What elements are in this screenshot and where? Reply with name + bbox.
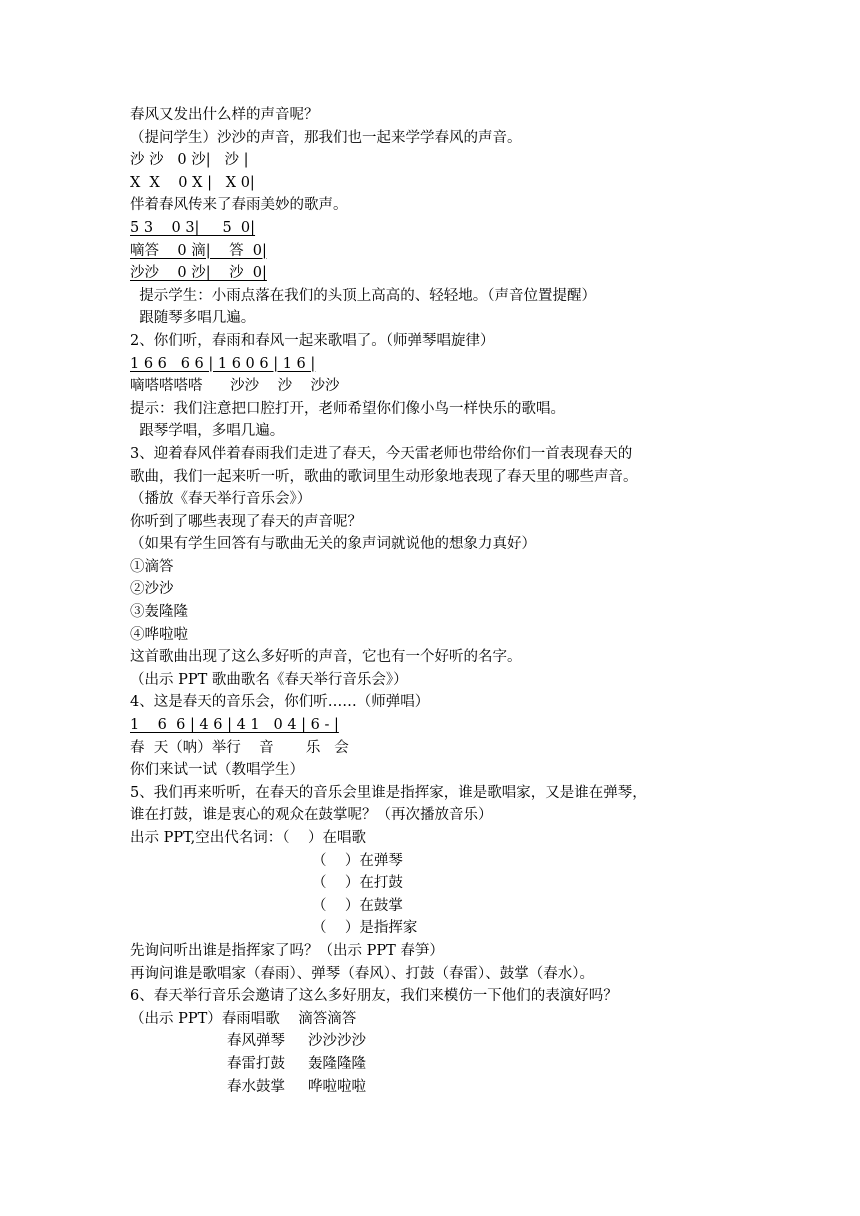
text-line: 提示学生：小雨点落在我们的头顶上高高的、轻轻地。（声音位置提醒） xyxy=(130,287,596,304)
blank-item: （ ）在鼓掌 xyxy=(312,897,403,914)
text-line: （出示 PPT 歌曲歌名《春天举行音乐会》） xyxy=(130,671,408,688)
performance-item: 春水鼓掌 哗啦啦啦 xyxy=(227,1078,367,1095)
list-item: ④哗啦啦 xyxy=(130,626,188,643)
text-line: 跟随琴多唱几遍。 xyxy=(130,310,256,327)
lyrics-line: 嘀嗒嗒嗒嗒 沙沙 沙 沙沙 xyxy=(130,378,340,395)
text-line: 春风又发出什么样的声音呢？ xyxy=(130,107,319,123)
text-line: 跟琴学唱，多唱几遍。 xyxy=(130,423,285,440)
notation-line: 5 3 0 3| 5 0| xyxy=(130,219,256,236)
lyrics-line: 春 天（呐）举行 音 乐 会 xyxy=(130,739,349,756)
performance-item: 春风弹琴 沙沙沙沙 xyxy=(227,1033,367,1050)
text-line: （播放《春天举行音乐会》） xyxy=(130,491,312,508)
text-line: （如果有学生回答有与歌曲无关的象声词就说他的想象力真好） xyxy=(130,536,536,553)
text-line: 3、迎着春风伴着春雨我们走进了春天，今天雷老师也带给你们一首表现春天的 xyxy=(130,445,633,462)
text-line: 再询问谁是歌唱家（春雨）、弹琴（春风）、打鼓（春雷）、鼓掌（春水）。 xyxy=(130,965,594,982)
text-line: 提示：我们注意把口腔打开，老师希望你们像小鸟一样快乐的歌唱。 xyxy=(130,400,565,417)
blank-item: （ ）在打鼓 xyxy=(312,875,403,892)
blank-item: （ ）在弹琴 xyxy=(312,852,403,869)
performance-item: 春雷打鼓 轰隆隆隆 xyxy=(227,1055,367,1072)
text-line: 先询问听出谁是指挥家了吗？（出示 PPT 春笋） xyxy=(130,942,444,959)
text-line: 出示 PPT,空出代名词：（ ）在唱歌 xyxy=(130,830,366,846)
list-item: ①滴答 xyxy=(130,558,174,575)
text-line: 5、我们再来听听，在春天的音乐会里谁是指挥家，谁是歌唱家，又是谁在弹琴， xyxy=(130,784,647,801)
lesson-plan-document xyxy=(130,104,730,1098)
text-line: 你们来试一试（教唱学生） xyxy=(130,762,304,779)
notation-line: 1 6 6 | 4 6 | 4 1 0 4 | 6 - | xyxy=(130,717,339,734)
text-line: 2、你们听，春雨和春风一起来歌唱了。（师弹琴唱旋律） xyxy=(130,332,495,349)
lyrics-line: 沙沙 0 沙| 沙 0| xyxy=(130,265,267,282)
notation-line: X X 0 X | X 0| xyxy=(130,174,255,191)
text-line: 6、春天举行音乐会邀请了这么多好朋友，我们来模仿一下他们的表演好吗？ xyxy=(130,988,618,1005)
text-line: 这首歌曲出现了这么多好听的声音，它也有一个好听的名字。 xyxy=(130,649,522,666)
blank-item: （ ）是指挥家 xyxy=(312,920,418,937)
text-line: 你听到了哪些表现了春天的声音呢？ xyxy=(130,513,362,530)
text-line: （出示 PPT）春雨唱歌 滴答滴答 xyxy=(130,1010,357,1027)
text-line: 谁在打鼓，谁是衷心的观众在鼓掌呢？（再次播放音乐） xyxy=(130,807,493,824)
text-line: 歌曲，我们一起来听一听，歌曲的歌词里生动形象地表现了春天里的哪些声音。 xyxy=(130,468,638,485)
notation-line: 1 6 6 6 6 | 1 6 0 6 | 1 6 | xyxy=(130,355,316,372)
text-line: 4、这是春天的音乐会，你们听……（师弹唱） xyxy=(130,694,430,711)
lyrics-line: 嘀答 0 滴| 答 0| xyxy=(130,242,267,259)
text-line: （提问学生）沙沙的声音，那我们也一起来学学春风的声音。 xyxy=(130,129,522,146)
list-item: ③轰隆隆 xyxy=(130,604,188,621)
notation-line: 沙 沙 0 沙| 沙 | xyxy=(130,152,249,169)
list-item: ②沙沙 xyxy=(130,581,174,598)
text-line: 伴着春风传来了春雨美妙的歌声。 xyxy=(130,197,348,214)
